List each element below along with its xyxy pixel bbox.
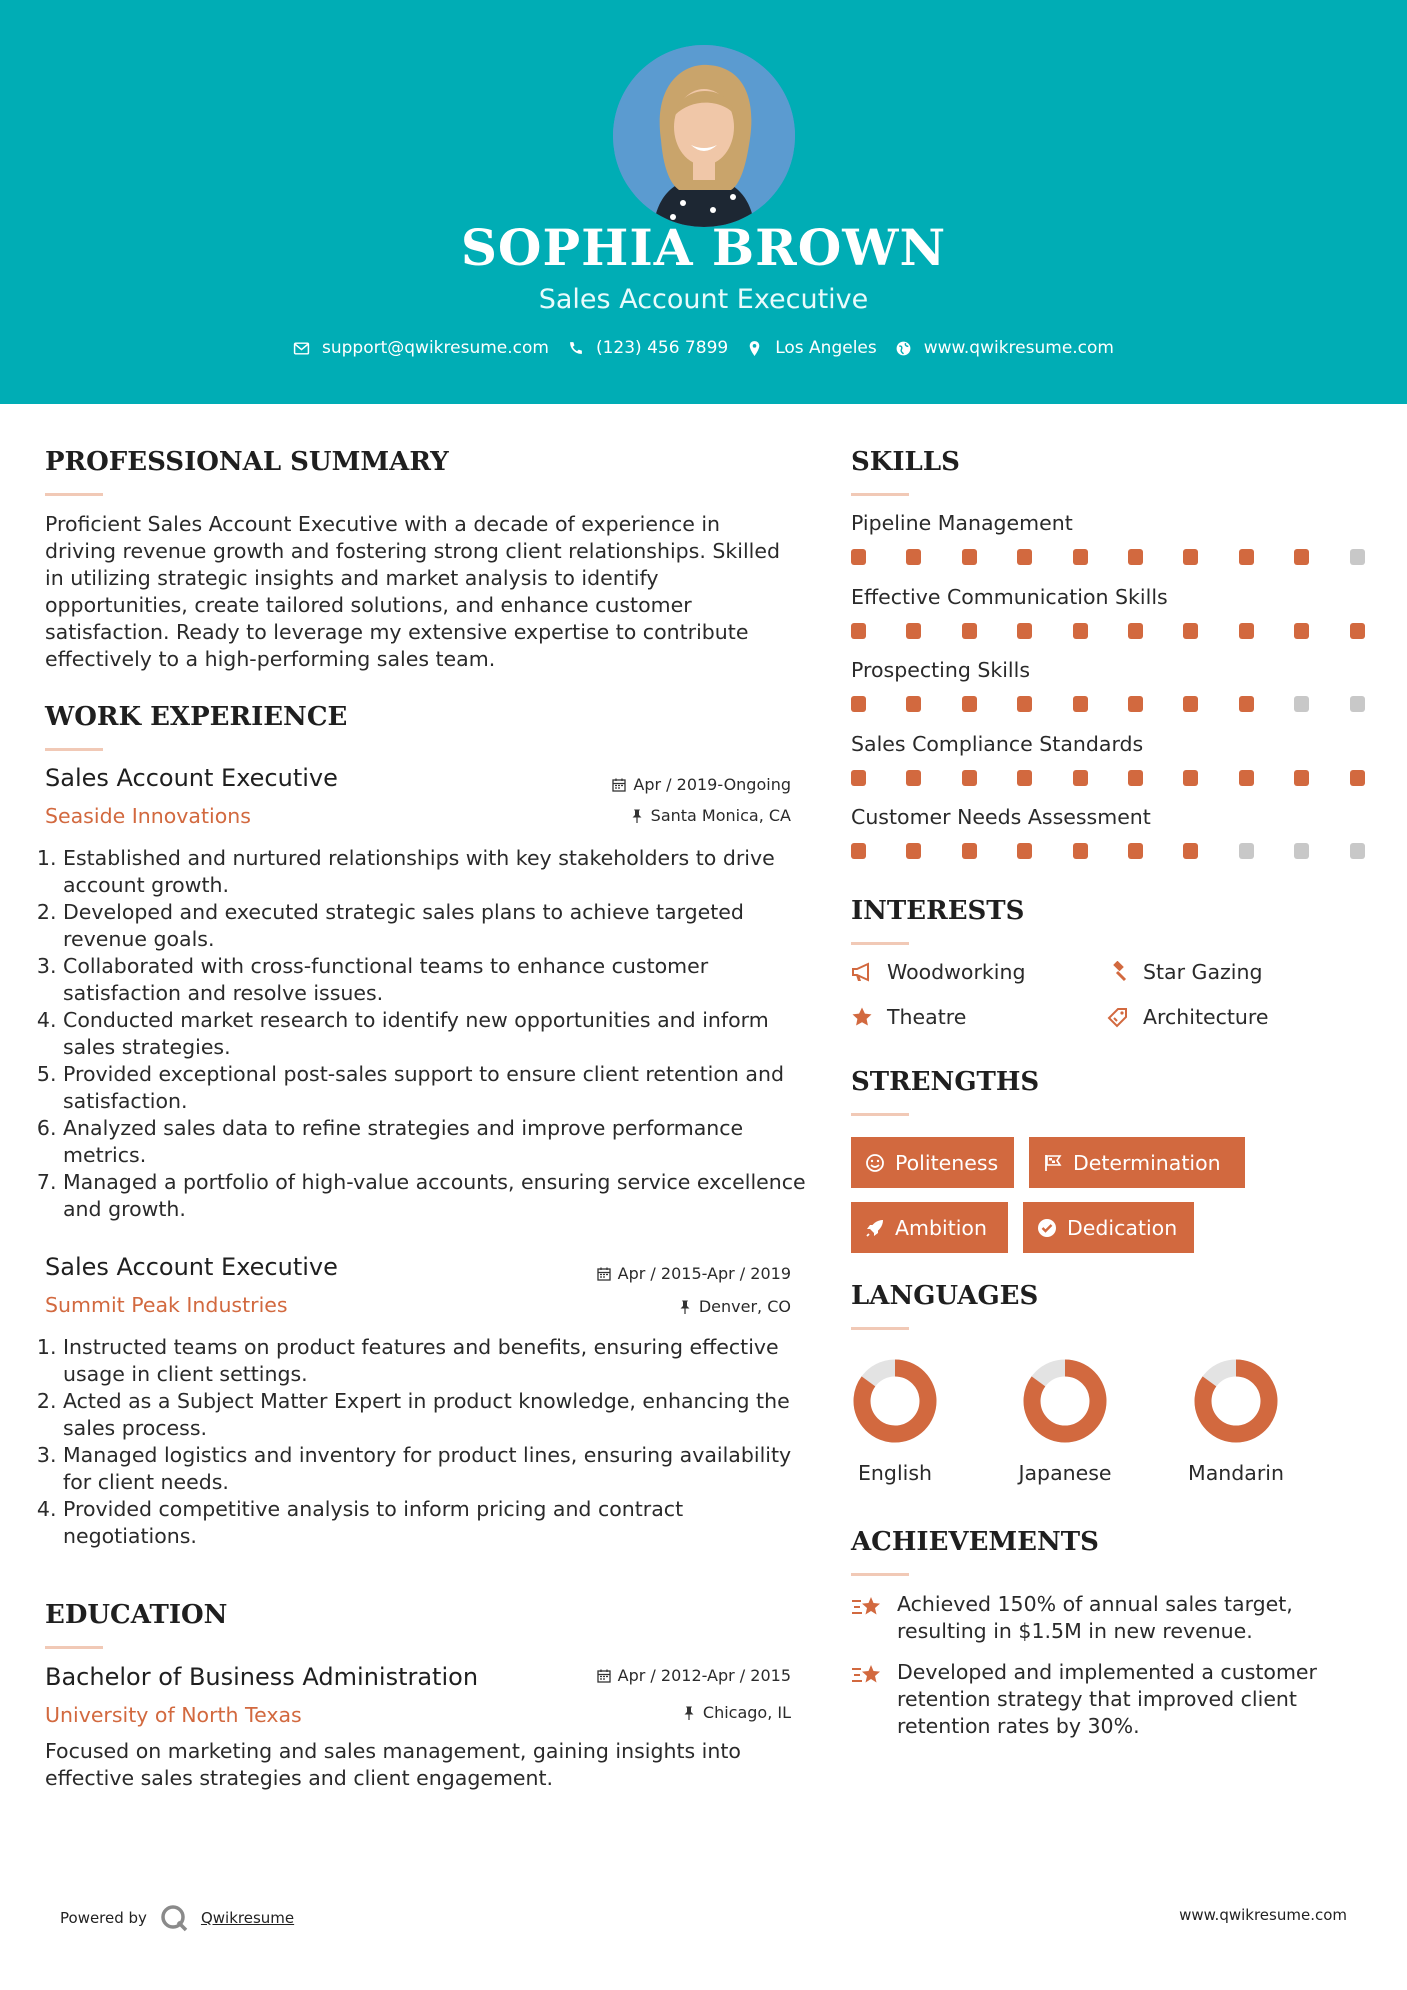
skill-rating-dot [906,770,921,786]
skill-rating-dot [1073,696,1088,712]
skill-rating-dot [1239,696,1254,712]
job-bullets [45,845,815,1223]
skill-rating-dot [906,843,921,859]
list-item: 1. Instructed teams on product features and benefits, ensuring effective usage in client settings. [63,1334,815,1388]
skill-name: Customer Needs Assessment [851,805,1151,829]
skill-rating-dot [1128,549,1143,565]
gavel-icon [1107,961,1129,983]
interest-item [851,1005,966,1029]
list-item: 4. Conducted market research to identify new opportunities and inform sales strategies. [63,1007,815,1061]
education-location-text: Chicago, IL [702,1703,791,1722]
list-item: 7. Managed a portfolio of high-value accounts, ensuring service excellence and growth. [63,1169,815,1223]
list-item: 2. Acted as a Subject Matter Expert in product knowledge, enhancing the sales process. [63,1388,815,1442]
candidate-title: Sales Account Executive [538,284,869,315]
skill-rating [851,549,1365,565]
summary-text: Proficient Sales Account Executive with a decade of experience in driving revenue growth and fostering strong client relationships. Skilled in utilizing strategic insights and market analysis to identify opportunities, create tailored solutions, and enhance customer satisfaction. Ready to leverage my extensive expertise to contribute effectively to a high-performing sales team. [45,512,780,671]
language-item [835,1357,955,1485]
skill-rating-dot [851,549,866,565]
education-heading: EDUCATION [45,1600,228,1630]
job-dates-text: Apr / 2019-Ongoing [633,775,791,794]
skill-rating-dot [1239,843,1254,859]
achievement-item [851,1659,1331,1740]
skill-rating-dot [1017,549,1032,565]
job-dates [611,775,791,794]
skill-rating-dot [1294,843,1309,859]
skill-rating [851,843,1365,859]
achievement-item [851,1591,1331,1645]
bullhorn-icon [851,961,873,983]
contact-website-text: www.qwikresume.com [923,338,1114,358]
contact-bar [0,338,1407,358]
skill-rating [851,770,1365,786]
skill-rating-dot [1017,843,1032,859]
skill-rating-dot [1239,549,1254,565]
contact-location-text: Los Angeles [775,338,877,358]
skill-rating-dot [1183,623,1198,639]
list-item: 3. Collaborated with cross-functional teams to enhance customer satisfaction and resolve issues. [63,953,815,1007]
job-title: Sales Account Executive [45,1253,338,1281]
job-location-text: Santa Monica, CA [650,806,791,825]
strength-label: Determination [1073,1150,1221,1175]
job-location [677,1297,791,1316]
strength-label: Politeness [895,1150,999,1175]
interest-label: Architecture [1143,1005,1269,1029]
qwikresume-logo-icon [159,1903,189,1933]
language-label: Mandarin [1188,1461,1284,1485]
skill-rating-dot [1294,549,1309,565]
skill-rating-dot [1350,623,1365,639]
contact-email[interactable] [293,338,549,358]
calendar-icon [611,777,627,793]
strength-badge [851,1137,1014,1188]
language-level-ring [1021,1357,1109,1445]
envelope-icon [293,340,310,357]
tag-icon [1107,1006,1129,1028]
skill-rating-dot [1350,549,1365,565]
skill-rating-dot [962,843,977,859]
achievements-heading: ACHIEVEMENTS [851,1527,1099,1557]
strengths-heading: STRENGTHS [851,1067,1040,1097]
skill-rating-dot [1294,696,1309,712]
map-pin-icon [746,340,763,357]
skills-heading: SKILLS [851,447,960,477]
education-dates [596,1666,791,1685]
skill-name: Prospecting Skills [851,658,1031,682]
strength-label: Dedication [1067,1215,1178,1240]
skill-rating-dot [1017,770,1032,786]
skill-rating-dot [1128,770,1143,786]
list-item: 5. Provided exceptional post-sales support to ensure client retention and satisfaction. [63,1061,815,1115]
skill-rating-dot [1239,623,1254,639]
contact-email-text: support@qwikresume.com [322,338,549,358]
skill-rating-dot [1073,770,1088,786]
skill-rating-dot [906,623,921,639]
job-company: Seaside Innovations [45,804,251,828]
achievement-text: Achieved 150% of annual sales target, resulting in $1.5M in new revenue. [897,1592,1293,1643]
skill-rating-dot [1183,770,1198,786]
pushpin-icon [681,1705,697,1721]
skill-rating-dot [1128,623,1143,639]
footer-site-link[interactable]: www.qwikresume.com [1179,1906,1347,1924]
skill-rating-dot [906,549,921,565]
shooting-star-icon [851,1593,883,1621]
skill-rating-dot [906,696,921,712]
skill-rating-dot [1128,696,1143,712]
languages-heading: LANGUAGES [851,1281,1039,1311]
interest-item [851,960,1025,984]
school-name: University of North Texas [45,1703,302,1727]
degree-title: Bachelor of Business Administration [45,1663,479,1691]
skill-rating-dot [1350,696,1365,712]
skill-rating-dot [851,623,866,639]
education-location [681,1703,791,1722]
language-label: English [857,1461,933,1485]
achievement-text: Developed and implemented a customer retention strategy that improved client retention rates by 30%. [897,1660,1317,1738]
job-dates-text: Apr / 2015-Apr / 2019 [617,1264,791,1283]
profile-photo [613,45,795,227]
skill-rating-dot [962,696,977,712]
language-label: Japanese [1018,1461,1112,1485]
shooting-star-icon [851,1661,883,1689]
job-location [629,806,791,825]
skill-rating [851,623,1365,639]
list-item: 3. Managed logistics and inventory for product lines, ensuring availability for client needs. [63,1442,815,1496]
interest-label: Star Gazing [1143,960,1263,984]
candidate-name: SOPHIA BROWN [460,218,947,277]
skill-rating-dot [1128,843,1143,859]
interest-item [1107,1005,1269,1029]
contact-phone[interactable] [567,338,728,358]
skill-rating-dot [1073,549,1088,565]
contact-location [746,338,877,358]
powered-by-label: Powered by [60,1909,147,1927]
list-item: 2. Developed and executed strategic sales plans to achieve targeted revenue goals. [63,899,815,953]
skill-rating-dot [1183,696,1198,712]
skill-rating-dot [962,770,977,786]
job-location-text: Denver, CO [698,1297,791,1316]
job-dates [596,1264,791,1283]
skill-rating-dot [1183,549,1198,565]
star-icon [851,1006,873,1028]
job-bullets [45,1334,815,1550]
phone-icon [567,340,584,357]
list-item: 4. Provided competitive analysis to inform pricing and contract negotiations. [63,1496,815,1550]
experience-heading: WORK EXPERIENCE [45,702,348,732]
strength-label: Ambition [895,1215,987,1240]
skill-rating-dot [1294,770,1309,786]
interests-heading: INTERESTS [851,896,1025,926]
summary-heading: PROFESSIONAL SUMMARY [45,447,449,477]
skill-rating-dot [1073,843,1088,859]
skill-rating-dot [962,549,977,565]
flag-icon [1043,1153,1063,1173]
calendar-icon [596,1668,612,1684]
skill-rating-dot [1183,843,1198,859]
skill-rating-dot [851,770,866,786]
brand-link[interactable]: Qwikresume [200,1909,295,1927]
skill-name: Effective Communication Skills [851,584,1168,609]
strength-badge [1029,1137,1245,1188]
interest-label: Woodworking [887,960,1026,984]
language-item [1005,1357,1125,1485]
resume-header [0,0,1407,404]
language-level-ring [851,1357,939,1445]
language-item [1176,1357,1296,1485]
check-circle-icon [1037,1218,1057,1238]
contact-website[interactable] [895,338,1114,358]
skill-rating [851,696,1365,712]
interest-label: Theatre [887,1005,967,1029]
strength-badge [1023,1202,1194,1253]
education-text: Focused on marketing and sales management, gaining insights into effective sales strategies and client engagement. [45,1739,741,1790]
pushpin-icon [677,1299,693,1315]
skill-rating-dot [851,843,866,859]
globe-icon [895,340,912,357]
rocket-icon [865,1218,885,1238]
skill-rating-dot [1239,770,1254,786]
job-title: Sales Account Executive [45,764,338,792]
skill-rating-dot [1350,770,1365,786]
calendar-icon [596,1266,612,1282]
skill-name: Pipeline Management [851,511,1073,535]
skill-rating-dot [1017,623,1032,639]
skill-rating-dot [851,696,866,712]
list-item: 1. Established and nurtured relationships with key stakeholders to drive account growth. [63,845,815,899]
skill-rating-dot [962,623,977,639]
skill-rating-dot [1017,696,1032,712]
pushpin-icon [629,808,645,824]
skill-rating-dot [1073,623,1088,639]
smile-icon [865,1153,885,1173]
job-company: Summit Peak Industries [45,1293,288,1317]
skill-rating-dot [1294,623,1309,639]
interest-item [1107,960,1262,984]
education-dates-text: Apr / 2012-Apr / 2015 [617,1666,791,1685]
footer-powered-by [60,1903,294,1933]
contact-phone-text: (123) 456 7899 [595,338,729,358]
language-level-ring [1192,1357,1280,1445]
list-item: 6. Analyzed sales data to refine strategies and improve performance metrics. [63,1115,815,1169]
skill-rating-dot [1350,843,1365,859]
strength-badge [851,1202,1008,1253]
skill-name: Sales Compliance Standards [851,731,1144,756]
portrait-image [613,45,795,227]
